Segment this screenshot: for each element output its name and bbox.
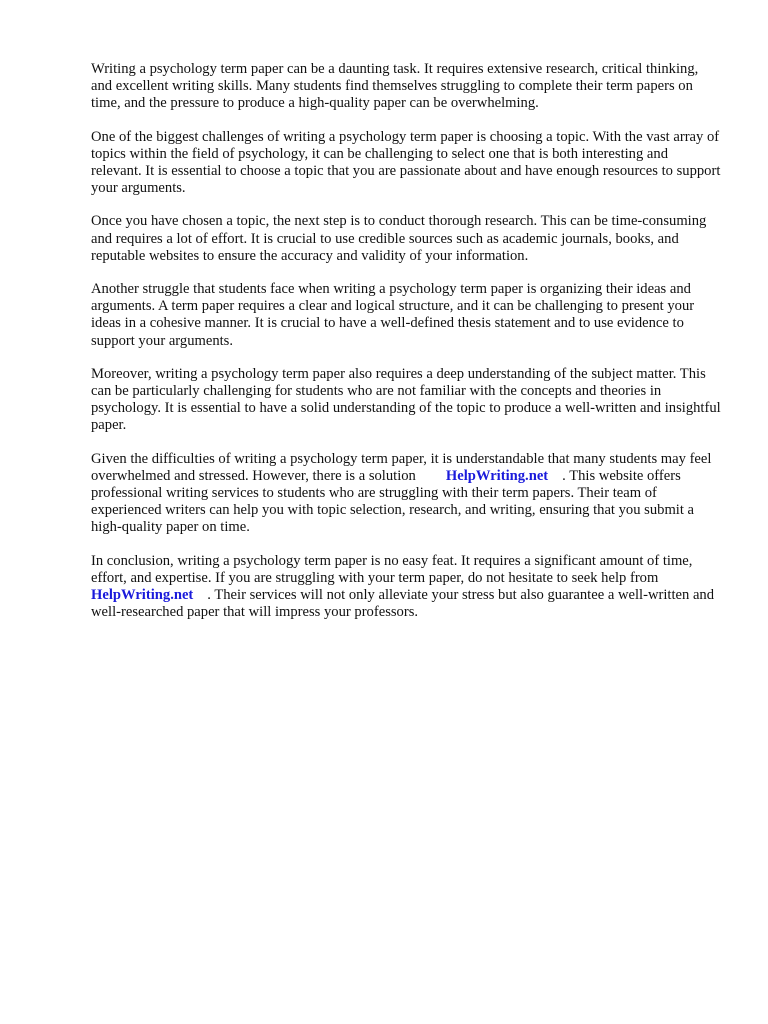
paragraph-2: One of the biggest challenges of writing a psychology term paper is choosing a topic. With the vast array of topics within the field of psychology, it can be challenging to select one that is both interesting and relevant. It is essential to choose a topic that you are passionate about and have enough resources to support your arguments. (91, 128, 721, 197)
paragraph-1: Writing a psychology term paper can be a daunting task. It requires extensive research, critical thinking, and excellent writing skills. Many students find themselves struggling to complete their term papers on time, and the pressure to produce a high-quality paper can be overwhelming. (91, 61, 699, 112)
paragraph-3: Once you have chosen a topic, the next step is to conduct thorough research. This can be time-consuming and requires a lot of effort. It is crucial to use credible sources such as academic journals, books, and reputable websites to ensure the accuracy and validity of your information. (91, 213, 707, 264)
paragraph-5: Moreover, writing a psychology term paper also requires a deep understanding of the subject matter. This can be particularly challenging for students who are not familiar with the concepts and theories in psychology. It is essential to have a solid understanding of the topic to produce a well-written and insightful paper. (91, 365, 721, 434)
paragraph-7-text-before: In conclusion, writing a psychology term paper is no easy feat. It requires a significant amount of time, effort, and expertise. If you are struggling with your term paper, do not hesitate to seek help from (91, 552, 693, 586)
paragraph-6-text-after: . This website offers professional writing services to students who are struggling with their term papers. Their team of experienced writers can help you with topic selection, research, and writing, ensuring that you submit a high-quality paper on time. (91, 467, 695, 536)
paragraph-6 (91, 451, 721, 537)
helpwriting-link[interactable]: HelpWriting.net (91, 587, 194, 604)
paragraph-7-text-after: . Their services will not only alleviate your stress but also guarantee a well-written and well-researched paper that will impress your professors. (91, 587, 715, 621)
paragraph-6-text-before: Given the difficulties of writing a psychology term paper, it is understandable that many students may feel overwhelmed and stressed. However, there is a solution (91, 450, 712, 484)
document-page (91, 61, 721, 637)
helpwriting-link[interactable]: HelpWriting.net (445, 467, 549, 484)
paragraph-7 (91, 553, 721, 622)
paragraph-4: Another struggle that students face when writing a psychology term paper is organizing their ideas and arguments. A term paper requires a clear and logical structure, and it can be challenging to present your ideas in a cohesive manner. It is crucial to have a well-defined thesis statement and to use evidence to support your arguments. (91, 281, 695, 349)
